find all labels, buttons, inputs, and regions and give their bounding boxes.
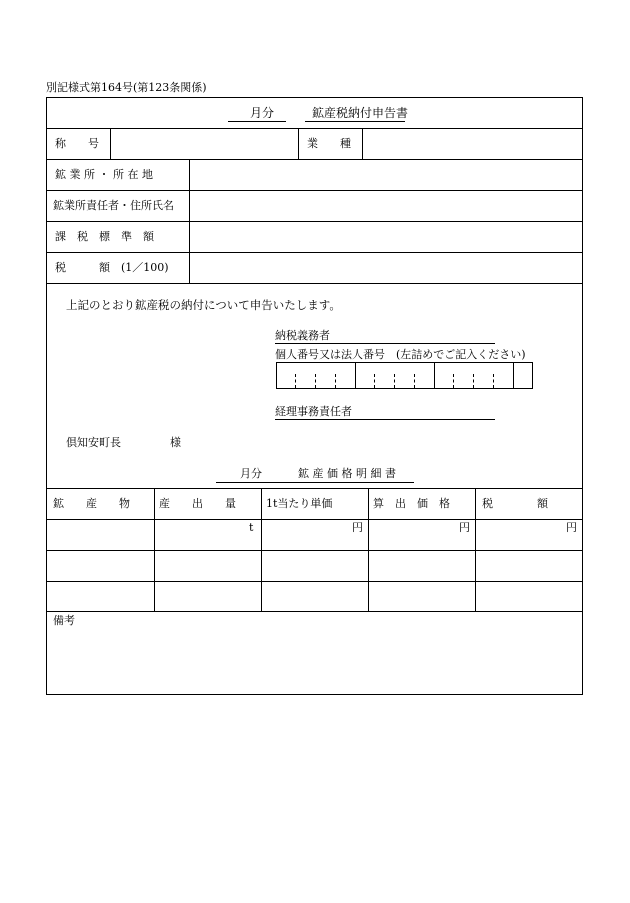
accounting-manager-field[interactable] — [350, 403, 495, 418]
digit-divider — [315, 374, 316, 388]
taxpayer-line — [275, 343, 495, 344]
digit-divider — [295, 374, 296, 388]
unit-yen: 円 — [352, 521, 363, 534]
honorific: 様 — [170, 436, 181, 449]
unit-yen: 円 — [459, 521, 470, 534]
mine-location-field[interactable] — [190, 160, 582, 189]
manager-label: 鉱業所責任者・住所氏名 — [53, 199, 174, 212]
mine-location-label: 鉱 業 所 ・ 所 在 地 — [55, 168, 153, 181]
industry-label: 業 種 — [307, 137, 351, 150]
month-underline — [228, 121, 286, 122]
tax-amount-field[interactable] — [190, 253, 582, 282]
declaration-statement: 上記のとおり鉱産税の納付について申告いたします。 — [66, 298, 341, 312]
unit-yen: 円 — [566, 521, 577, 534]
row-divider — [46, 283, 583, 284]
detail-title: 鉱 産 価 格 明 細 書 — [298, 467, 396, 480]
detail-underline — [216, 482, 414, 483]
detail-cell[interactable] — [262, 520, 367, 549]
tax-base-field[interactable] — [190, 222, 582, 251]
header-computed-price: 算 出 価 格 — [373, 497, 450, 510]
detail-cell[interactable] — [47, 520, 153, 549]
taxpayer-label: 納税義務者 — [275, 329, 330, 342]
digit-group-divider — [513, 362, 514, 389]
detail-cell[interactable] — [476, 582, 582, 610]
detail-cell[interactable] — [155, 582, 260, 610]
detail-cell[interactable] — [476, 520, 582, 549]
accounting-manager-label: 経理事務責任者 — [275, 405, 352, 418]
digit-divider — [473, 374, 474, 388]
declaration-title: 鉱産税納付申告書 — [312, 106, 409, 120]
detail-cell[interactable] — [262, 551, 367, 580]
unit-ton: t — [249, 521, 254, 534]
header-unit-price: 1t当たり単価 — [266, 497, 333, 510]
manager-field[interactable] — [190, 191, 582, 220]
industry-field[interactable] — [363, 129, 582, 158]
digit-group-divider — [434, 362, 435, 389]
detail-cell[interactable] — [476, 551, 582, 580]
accounting-manager-line — [275, 419, 495, 420]
digit-group-divider — [355, 362, 356, 389]
tax-amount-label: 税 額 (1／100) — [55, 261, 169, 274]
id-number-label: 個人番号又は法人番号 (左詰めでご記入ください) — [275, 348, 526, 361]
remarks-field[interactable] — [47, 612, 582, 694]
row-divider — [46, 488, 583, 489]
addressee: 倶知安町長 — [66, 436, 121, 449]
name-label: 称 号 — [55, 137, 99, 150]
digit-divider — [414, 374, 415, 388]
detail-cell[interactable] — [155, 551, 260, 580]
detail-cell[interactable] — [369, 520, 474, 549]
remarks-label: 備考 — [53, 614, 75, 627]
detail-cell[interactable] — [369, 551, 474, 580]
digit-divider — [335, 374, 336, 388]
digit-divider — [394, 374, 395, 388]
detail-cell[interactable] — [47, 582, 153, 610]
detail-cell[interactable] — [47, 551, 153, 580]
digit-divider — [453, 374, 454, 388]
col-divider — [298, 128, 299, 159]
detail-month-label: 月分 — [240, 467, 262, 480]
detail-cell[interactable] — [369, 582, 474, 610]
title-underline — [305, 121, 405, 122]
detail-cell[interactable] — [262, 582, 367, 610]
header-output: 産 出 量 — [159, 497, 236, 510]
header-mineral: 鉱 産 物 — [53, 497, 130, 510]
digit-divider — [374, 374, 375, 388]
header-tax: 税 額 — [482, 497, 548, 510]
detail-cell[interactable] — [155, 520, 260, 549]
digit-divider — [493, 374, 494, 388]
taxpayer-field[interactable] — [330, 327, 495, 342]
form-number: 別記様式第164号(第123条関係) — [46, 81, 207, 94]
declaration-month-label: 月分 — [250, 106, 275, 120]
name-field[interactable] — [111, 129, 297, 158]
tax-base-label: 課 税 標 準 額 — [55, 230, 154, 243]
